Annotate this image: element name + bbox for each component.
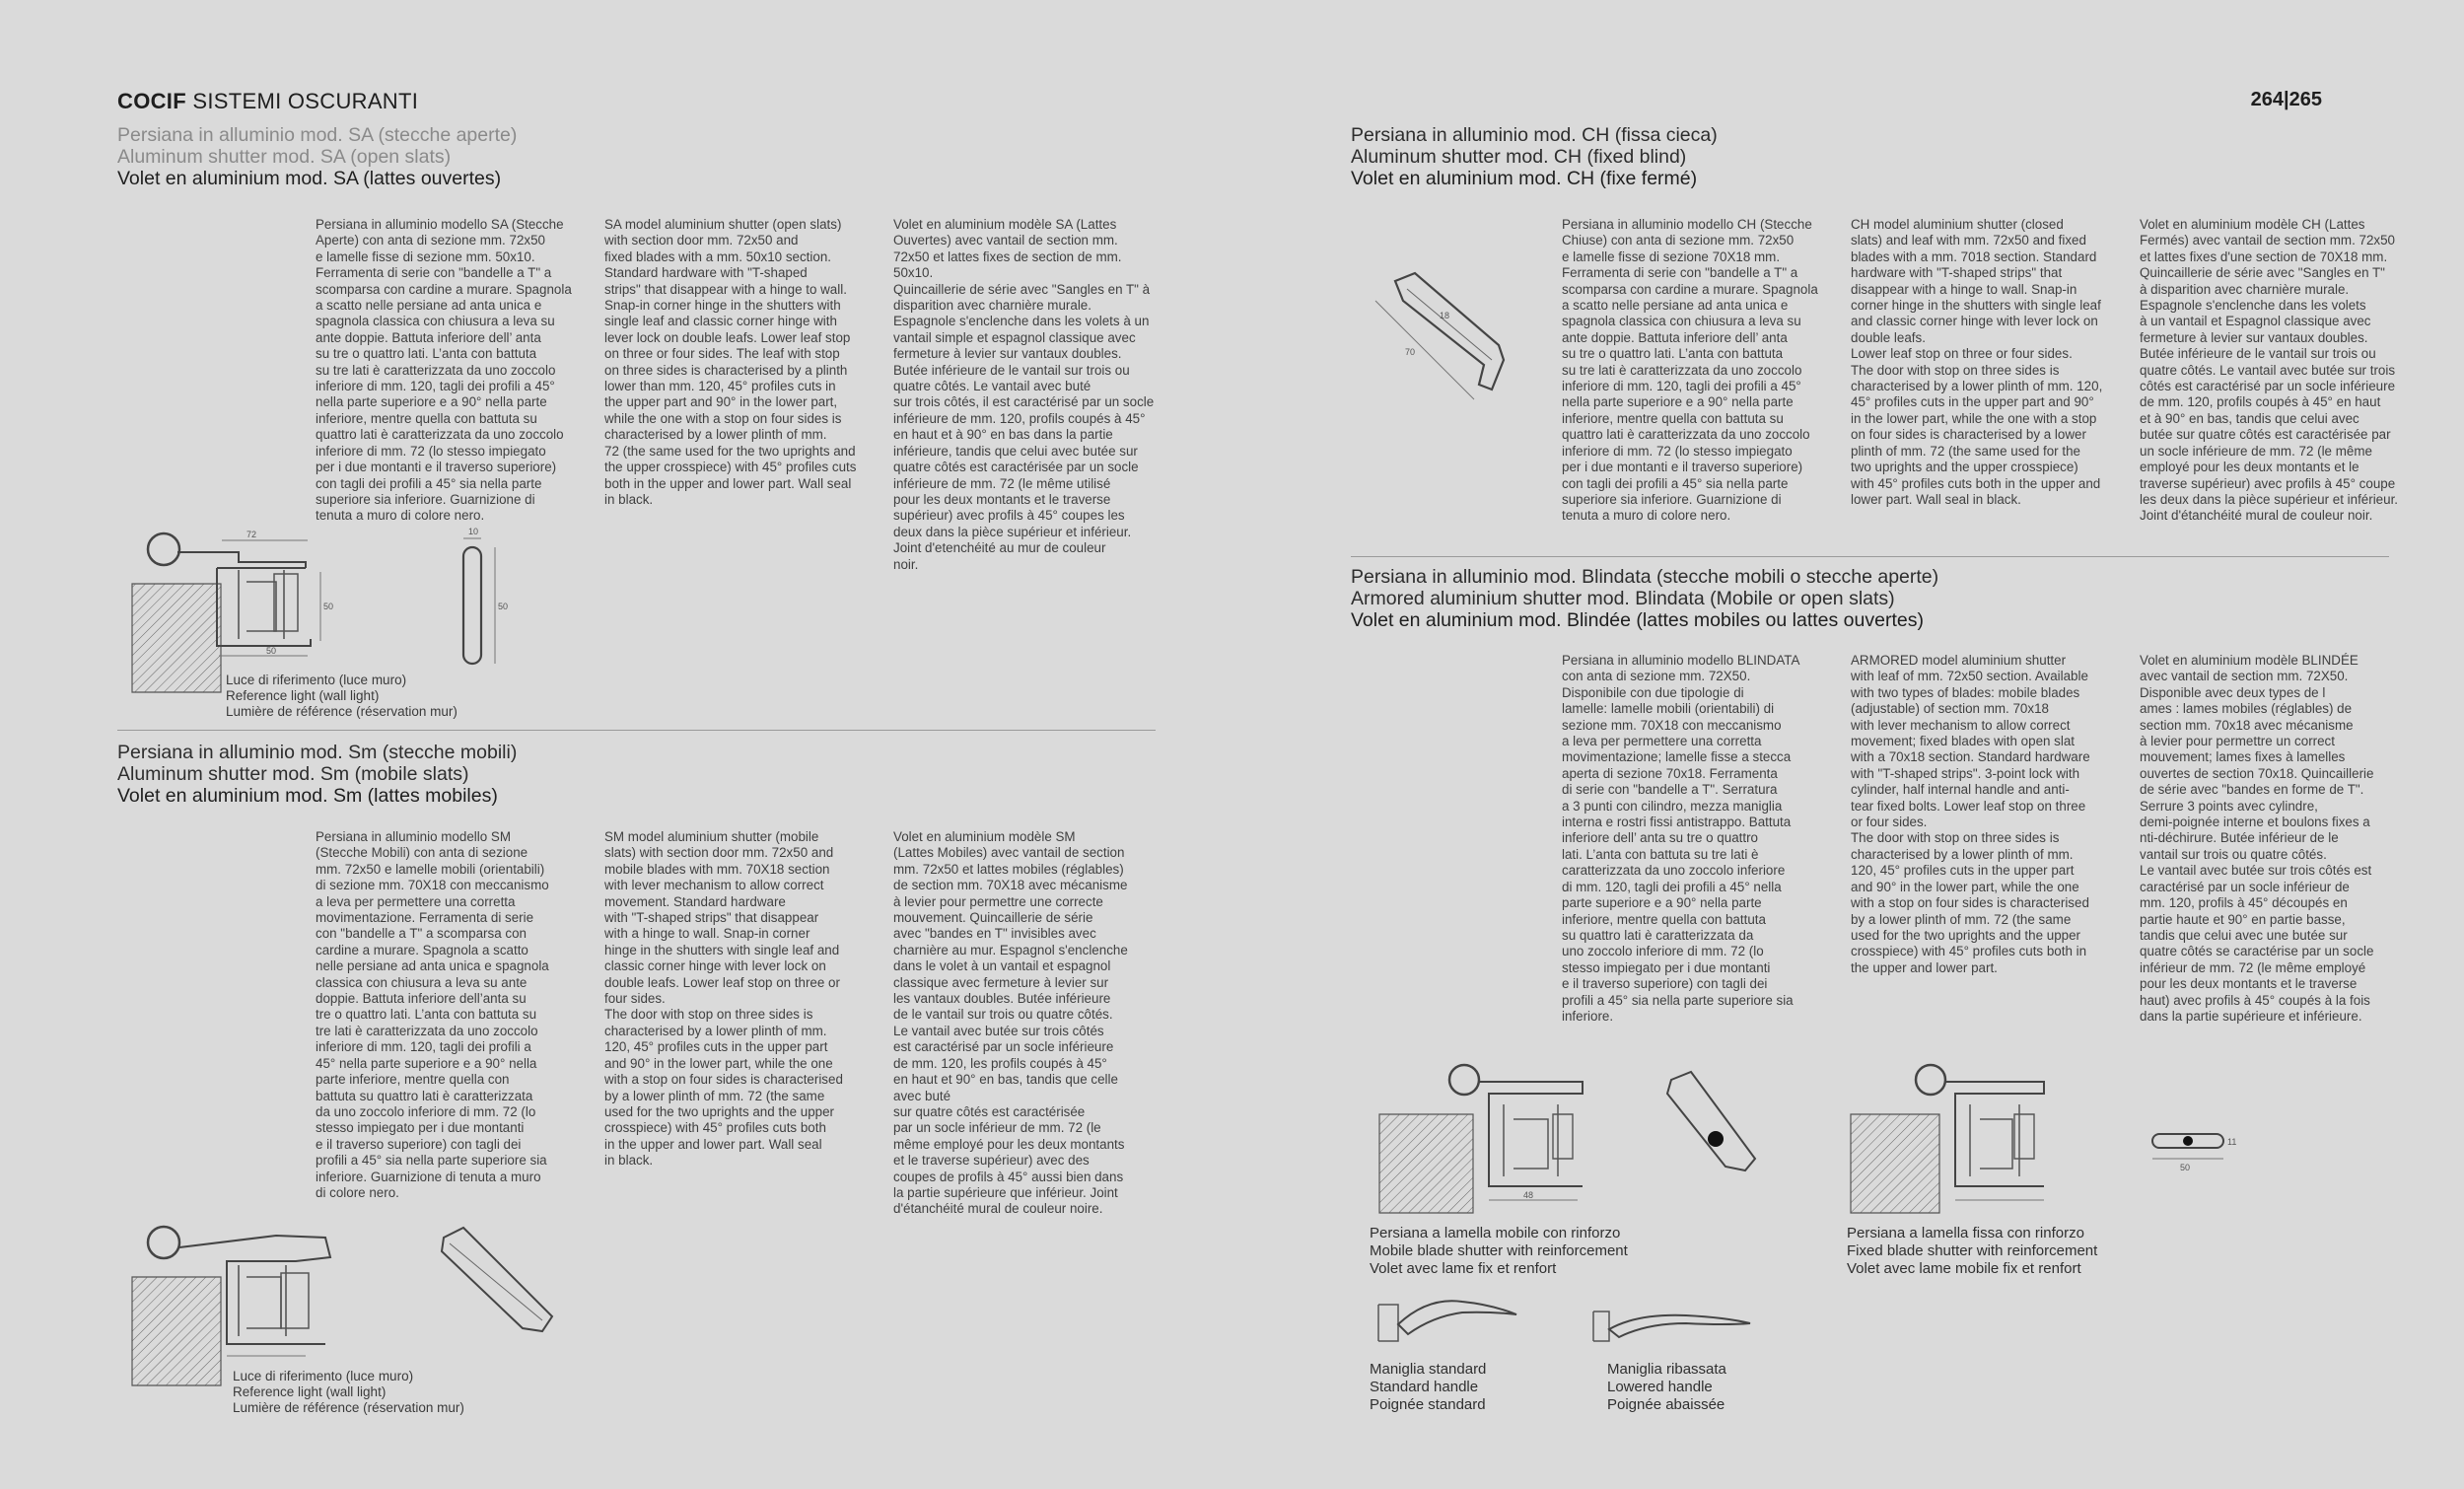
ch-profile-drawing xyxy=(1356,261,1514,409)
hinge-knuckle xyxy=(148,533,179,565)
section-ch-heading xyxy=(1351,124,1718,189)
blindata-mobile-caption: Persiana a lamella mobile con rinforzo Mobile blade shutter with reinforcement Volet avec lame fix et renfort xyxy=(1370,1225,1628,1277)
sm-text-it: Persiana in alluminio modello SM (Stecche Mobili) con anta di sezione mm. 72x50 e lamelle mobili (orientabili) di sezione mm. 70X18 con meccanismo a leva per permettere una corretta movimentazione. Ferramenta di serie con "bandelle a T" a scomparsa con cardine a murare. Spagnola a scatto nelle persiane ad anta unica e spagnola classica con chiusura a leva su ante doppie. Battuta inferiore dell’anta su tre o quattro lati. L’anta con battuta su tre lati è caratterizzata da uno zoccolo inferiore di mm. 120, tagli dei profili a 45° nella parte superiore e a 90° nella parte inferiore, mentre quella con battuta su quattro lati è caratterizzata da uno zoccolo inferiore di mm. 72 (lo stesso impiegato per i due montanti e il traverso superiore) con tagli dei profili a 45° sia nella parte superiore sia inferiore. Guarnizione di tenuta a muro di colore nero. xyxy=(316,829,549,1200)
wall-section xyxy=(132,1277,221,1385)
sa-text-it: Persiana in alluminio modello SA (Stecche Aperte) con anta di sezione mm. 72x50 e lamelle fisse di sezione mm. 50x10. Ferramenta di serie con "bandelle a T" a scomparsa con cardine a murare. Spagnola a scatto nelle persiane ad anta unica e spagnola classica con chiusura a leva su ante doppie. Battuta inferiore dell’ anta su tre o quattro lati. L’anta con battuta su tre lati è caratterizzata da uno zoccolo inferiore di mm. 120, tagli dei profili a 45° nella parte superiore e a 90° nella parte inferiore, mentre quella con battuta su quattro lati è caratterizzata da uno zoccolo inferiore di mm. 72 (lo stesso impiegato per i due montanti e il traverso superiore) con tagli dei profili a 45° sia nella parte superiore sia inferiore. Guarnizione di tenuta a muro di colore nero. xyxy=(316,217,572,524)
sm-text-fr: Volet en aluminium modèle SM (Lattes Mobiles) avec vantail de section mm. 72x50 et lattes mobiles (réglables) de section mm. 70X18 avec mécanisme à levier pour permettre une correcte mouvement. Quincaillerie de série avec "bandes en T" invisibles avec charnière au mur. Espagnol s'enclenche dans le volet à un vantail et espagnol classique avec fermeture à levier sur les vantaux doubles. Butée inférieure de le vantail sur trois ou quatre côtés. Le vantail avec butée sur trois côtés est caractérisé par un socle inférieure de mm. 120, les profils coupés à 45° en haut et 90° en bas, tandis que celle avec buté sur quatre côtés est caractérisée par un socle inférieur de mm. 72 (le même employé pour les deux montants et le traverse supérieur) avec des coupes de profils à 45° aussi bien dans la partie supérieure que inférieur. Joint d'étanchéité mural de couleur noire. xyxy=(893,829,1128,1217)
sa-dim-side: 50 xyxy=(323,602,334,611)
brand-header: COCIF SISTEMI OSCURANTI xyxy=(117,89,419,113)
hinge-knuckle xyxy=(148,1227,179,1258)
sa-title-en: Aluminum shutter mod. SA (open slats) xyxy=(117,146,452,168)
sa-text-en: SA model aluminium shutter (open slats) with section door mm. 72x50 and fixed blades with a mm. 50x10 section. Standard hardware with "T-shaped strips" that disappear with a hinge to wall. Snap-in corner hinge in the shutters with single leaf and classic corner hinge with lever lock on double leafs. Lower leaf stop on three or four sides. The leaf with stop on three sides is characterised by a plinth lower than mm. 120, 45° profiles cuts in the upper part and 90° in the lower part, while the one with a stop on four sides is characterised by a lower plinth of mm. 72 (the same used for the two uprights and the upper crosspiece) with 45° profiles cuts both in the upper and lower part. Wall seal in black. xyxy=(604,217,857,507)
sa-title-fr: Volet en aluminium mod. SA (lattes ouvertes) xyxy=(117,168,502,189)
blindata-title-en: Armored aluminium shutter mod. Blindata (Mobile or open slats) xyxy=(1351,588,1895,609)
sm-title-it: Persiana in alluminio mod. Sm (stecche mobili) xyxy=(117,742,518,763)
reinforcement-pin xyxy=(1708,1131,1724,1147)
hinge-knuckle xyxy=(1916,1065,1945,1095)
ch-text-it: Persiana in alluminio modello CH (Stecche Chiuse) con anta di sezione mm. 72x50 e lamelle fisse di sezione 70X18 mm. Ferramenta di serie con "bandelle a T" a scomparsa con cardine a murare. Spagnola a scatto nelle persiane ad anta unica e spagnola classica con chiusura a leva su ante doppie. Battuta inferiore dell’ anta su tre o quattro lati. L’anta con battuta su tre lati è caratterizzata da uno zoccolo inferiore di mm. 120, tagli dei profili a 45° nella parte superiore e a 90° nella parte inferiore, mentre quella con battuta su quattro lati è caratterizzata da uno zoccolo inferiore di mm. 72 (lo stesso impiegato per i due montanti e il traverso superiore) con tagli dei profili a 45° sia nella parte superiore sia inferiore. Guarnizione di tenuta a muro di colore nero. xyxy=(1562,217,1818,524)
sa-title-it: Persiana in alluminio mod. SA (stecche aperte) xyxy=(117,124,518,146)
blindata-mobile-drawing xyxy=(1375,1060,1760,1223)
section-blindata-heading xyxy=(1351,566,1938,631)
sa-dim-bottom: 50 xyxy=(266,646,277,656)
divider-right xyxy=(1351,556,2389,557)
lowered-handle-caption: Maniglia ribassata Lowered handle Poignée abaissée xyxy=(1607,1361,1726,1413)
ch-text-en: CH model aluminium shutter (closed slats) and leaf with mm. 72x50 and fixed blades with a mm. 7018 section. Standard hardware with "T-shaped strips" that disappear with a hinge to wall. Snap-in corner hinge in the shutters with single leaf and classic corner hinge with lever lock on double leafs. Lower leaf stop on three or four sides. The door with stop on three sides is characterised by a lower plinth of mm. 120, 45° profiles cuts in the upper part and 90° in the lower part, while the one with a stop on four sides is characterised by a lower plinth of mm. 72 (the same used for the two uprights and the upper crosspiece) with 45° profiles cuts both in the upper and lower part. Wall seal in black. xyxy=(1851,217,2103,507)
sm-text-en: SM model aluminium shutter (mobile slats) with section door mm. 72x50 and mobile blades with mm. 70X18 section with lever mechanism to allow correct movement. Standard hardware with "T-shaped strips" that disappear with a hinge to wall. Snap-in corner hinge in the shutters with single leaf and classic corner hinge with lever lock on double leafs. Lower leaf stop on three or four sides. The door with stop on three sides is characterised by a lower plinth of mm. 120, 45° profiles cuts in the upper part and 90° in the lower part, while the one with a stop on four sides is characterised by a lower plinth of mm. 72 (the same used for the two uprights and the upper crosspiece) with 45° profiles cuts both in the upper and lower part. Wall seal in black. xyxy=(604,829,843,1169)
sa-dim-top: 72 xyxy=(246,530,257,539)
mobile-slat-reinforced xyxy=(1667,1072,1755,1170)
sa-dim-slat-h: 50 xyxy=(498,602,509,611)
blindata-fixed-drawing xyxy=(1847,1060,2241,1223)
blindata-dim-50: 50 xyxy=(2180,1163,2191,1172)
sa-reference-caption: Luce di riferimento (luce muro) Reference light (wall light) Lumière de référence (réservation mur) xyxy=(226,673,458,719)
reinforcement-pin xyxy=(2183,1136,2193,1146)
ch-text-fr: Volet en aluminium modèle CH (Lattes Fermés) avec vantail de section mm. 72x50 et lattes fixes d'une section de 70X18 mm. Quincaillerie de série avec "Sangles en T" à disparition avec charnière murale. Espagnole s'enclenche dans les volets à un vantail et Espagnol classique avec fermeture à levier sur vantaux doubles. Butée inférieure de le vantail sur trois ou quatre côtés. Le vantail avec butée sur trois côtés est caractérisé par un socle inférieure de mm. 120, profils coupés à 45° en haut et à 90° en bas, tandis que celui avec butée sur quatre côtés est caractérisée par un socle inférieure de mm. 72 (le même employé pour les deux montants et le traverse supérieur) avec profils à 45° coupe les deux dans la pièce supérieur et inférieur. Joint d'étanchéité mural de couleur noir. xyxy=(2140,217,2399,524)
divider-left xyxy=(117,730,1156,731)
sm-title-en: Aluminum shutter mod. Sm (mobile slats) xyxy=(117,763,469,785)
blindata-text-it: Persiana in alluminio modello BLINDATA con anta di sezione mm. 72X50. Disponibile con due tipologie di lamelle: lamelle mobili (orientabili) di sezione mm. 70X18 con meccanismo a leva per permettere una corretta movimentazione; lamelle fisse a stecca aperta di sezione 70x18. Ferramenta di serie con "bandelle a T". Serratura a 3 punti con cilindro, mezza maniglia interna e rostri fissi antistrappo. Battuta inferiore dell’ anta su tre o quattro lati. L’anta con battuta su tre lati è caratterizzata da uno zoccolo inferiore di mm. 120, tagli dei profili a 45° nella parte superiore e a 90° nella parte inferiore, mentre quella con battuta su quattro lati è caratterizzata da uno zoccolo inferiore di mm. 72 (lo stesso impiegato per i due montanti e il traverso superiore) con tagli dei profili a 45° sia nella parte superiore sia inferiore. xyxy=(1562,653,1800,1024)
ch-title-fr: Volet en aluminium mod. CH (fixe fermé) xyxy=(1351,168,1698,189)
blindata-dim-11: 11 xyxy=(2227,1137,2237,1147)
ch-dim-b: 70 xyxy=(1405,347,1416,357)
blindata-dim-48: 48 xyxy=(1523,1190,1534,1200)
hinge-knuckle xyxy=(1449,1065,1479,1095)
blindata-title-it: Persiana in alluminio mod. Blindata (stecche mobili o stecche aperte) xyxy=(1351,566,1939,588)
wall-section xyxy=(1851,1114,1939,1213)
section-sa-heading xyxy=(117,124,517,189)
ch-title-it: Persiana in alluminio mod. CH (fissa cieca) xyxy=(1351,124,1718,146)
wall-section xyxy=(132,584,221,692)
blindata-text-en: ARMORED model aluminium shutter with leaf of mm. 72x50 section. Available with two types of blades: mobile blades (adjustable) of section mm. 70x18 with lever mechanism to allow correct movement; fixed blades with open slat with a 70x18 section. Standard hardware with "T-shaped strips". 3-point lock with cylinder, half internal handle and anti- tear fixed bolts. Lower leaf stop on three or four sides. The door with stop on three sides is characterised by a lower plinth of mm. 120, 45° profiles cuts in the upper part and 90° in the lower part, while the one with a stop on four sides is characterised by a lower plinth of mm. 72 (the same used for the two uprights and the upper crosspiece) with 45° profiles cuts both in the upper and lower part. xyxy=(1851,653,2090,975)
section-sm-heading xyxy=(117,742,517,807)
standard-handle-drawing xyxy=(1369,1287,1516,1356)
blindata-text-fr: Volet en aluminium modèle BLINDÉE avec vantail de section mm. 72X50. Disponible avec deux types de l ames : lames mobiles (réglables) de section mm. 70x18 avec mécanisme à levier pour permettre un correct mouvement; lames fixes à lamelles ouvertes de section 70x18. Quincaillerie de série avec "bandes en forme de T". Serrure 3 points avec cylindre, demi-poignée interne et boulons fixes a nti-déchirure. Butée inférieur de le vantail sur trois ou quatre côtés. Le vantail avec butée sur trois côtés est caractérisé par un socle inférieur de mm. 120, profils à 45° découpés en partie haute et 90° en partie basse, tandis que celui avec une butée sur quatre côtés se caractérise par un socle inférieur de mm. 72 (le même employé pour les deux montants et le traverse haut) avec profils à 45° coupés à la fois dans la partie supérieure et inférieure. xyxy=(2140,653,2374,1024)
sa-slat xyxy=(463,547,481,664)
page-numbers: 264|265 xyxy=(2250,89,2322,110)
lowered-handle-drawing xyxy=(1587,1302,1755,1351)
sm-reference-caption: Luce di riferimento (luce muro) Reference light (wall light) Lumière de référence (réservation mur) xyxy=(233,1369,464,1415)
sa-text-fr: Volet en aluminium modèle SA (Lattes Ouvertes) avec vantail de section mm. 72x50 et lattes fixes de section de mm. 50x10. Quincaillerie de série avec "Sangles en T" à disparition avec charnière murale. Espagnole s'enclenche dans les volets à un vantail simple et espagnol classique avec fermeture à levier sur vantaux doubles. Butée inférieure de le vantail sur trois ou quatre côtés. Le vantail avec buté sur trois côtés, il est caractérisé par un socle inférieure de mm. 120, profils coupés à 45° en haut et à 90° en bas dans la partie inférieure, tandis que celui avec butée sur quatre côtés est caractérisée par un socle inférieure de mm. 72 (le même utilisé pour les deux montants et le traverse supérieur) avec profils à 45° coupes les deux dans la pièce supérieur et inférieur. Joint d'etenchéité au mur de couleur noir. xyxy=(893,217,1155,572)
standard-handle-caption: Maniglia standard Standard handle Poignée standard xyxy=(1370,1361,1487,1413)
blindata-fixed-caption: Persiana a lamella fissa con rinforzo Fixed blade shutter with reinforcement Volet avec lame mobile fix et renfort xyxy=(1847,1225,2098,1277)
ch-dim-a: 18 xyxy=(1440,311,1450,320)
ch-title-en: Aluminum shutter mod. CH (fixed blind) xyxy=(1351,146,1687,168)
blindata-title-fr: Volet en aluminium mod. Blindée (lattes mobiles ou lattes ouvertes) xyxy=(1351,609,1924,631)
wall-section xyxy=(1379,1114,1473,1213)
sm-title-fr: Volet en aluminium mod. Sm (lattes mobiles) xyxy=(117,785,498,807)
sm-mobile-slat xyxy=(442,1228,552,1331)
sa-dim-slat-w: 10 xyxy=(468,527,479,536)
